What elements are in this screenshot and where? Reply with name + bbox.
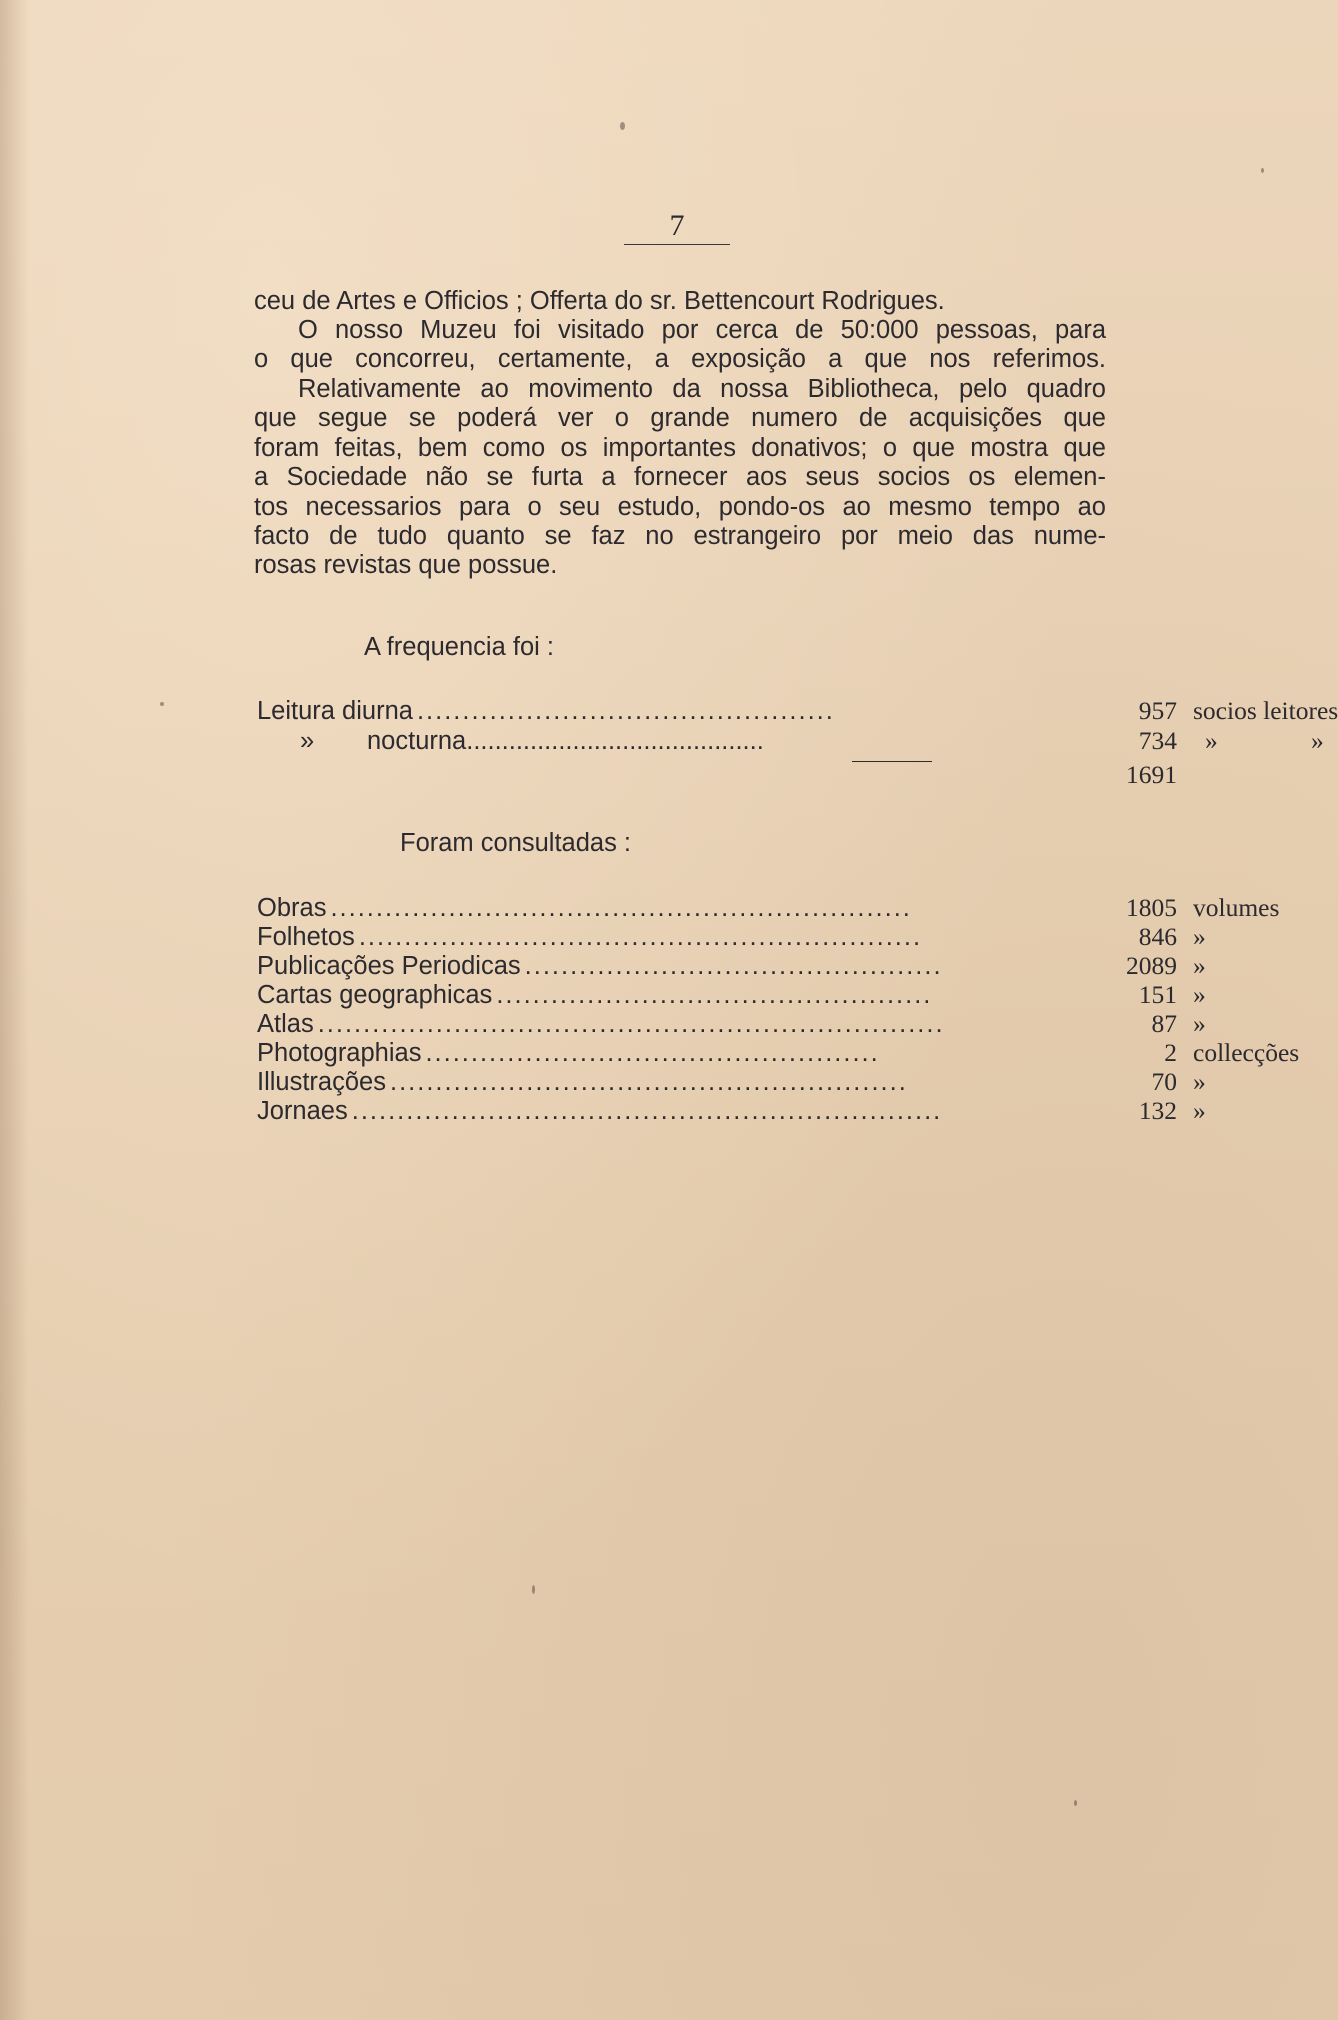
row-label: nocturna.......................................... bbox=[367, 727, 764, 755]
total-value: 1691 bbox=[1126, 760, 1177, 789]
paper-speck bbox=[160, 702, 164, 706]
row-unit: » bbox=[1193, 980, 1206, 1009]
row-value: 70 bbox=[1151, 1067, 1177, 1096]
row-label: Leitura diurna .............................................. bbox=[257, 697, 835, 725]
row-unit: collecções bbox=[1193, 1038, 1300, 1067]
ditto-mark: » bbox=[300, 727, 315, 755]
row-value: 2 bbox=[1164, 1038, 1177, 1067]
row-unit: » bbox=[1193, 1067, 1206, 1096]
text-line: facto de tudo quanto se faz no estrangeiro por meio das nume- bbox=[254, 522, 1106, 551]
page-number: 7 bbox=[624, 208, 730, 245]
row-unit: socios leitores bbox=[1193, 696, 1338, 725]
ditto-mark: » bbox=[1311, 726, 1324, 755]
row-value: 87 bbox=[1151, 1009, 1177, 1038]
text-line: que segue se poderá ver o grande numero de acquisições que bbox=[254, 404, 1106, 433]
row-value: 151 bbox=[1138, 980, 1177, 1009]
row-label: Illustrações ......................................................... bbox=[257, 1068, 908, 1096]
row-value: 132 bbox=[1138, 1096, 1177, 1125]
text-line: O nosso Muzeu foi visitado por cerca de 50:000 pessoas, para bbox=[298, 316, 1106, 344]
text-line: tos necessarios para o seu estudo, pondo-os ao mesmo tempo ao bbox=[254, 492, 1106, 521]
row-label: Photographias .................................................. bbox=[257, 1039, 880, 1067]
row-unit: » bbox=[1193, 1096, 1206, 1125]
text-line: o que concorreu, certamente, a exposição a que nos referimos. bbox=[254, 345, 1106, 374]
row-label: Folhetos .............................................................. bbox=[257, 923, 923, 951]
row-unit: » bbox=[1193, 1009, 1206, 1038]
row-value: 957 bbox=[1138, 696, 1177, 725]
row-value: 846 bbox=[1138, 922, 1177, 951]
row-value: 2089 bbox=[1126, 951, 1177, 980]
text-line: Relativamente ao movimento da nossa Bibliotheca, pelo quadro bbox=[298, 375, 1106, 403]
sum-rule bbox=[852, 761, 932, 762]
text-line: a Sociedade não se furta a fornecer aos seus socios os elemen- bbox=[254, 463, 1106, 492]
row-value: 1805 bbox=[1126, 893, 1177, 922]
text-line: ceu de Artes e Officios ; Offerta do sr. Bettencourt Rodrigues. bbox=[254, 287, 945, 315]
text-line: foram feitas, bem como os importantes donativos; o que mostra que bbox=[254, 433, 1106, 462]
row-label: Cartas geographicas ................................................ bbox=[257, 981, 933, 1009]
row-label: Publicações Periodicas .............................................. bbox=[257, 952, 943, 980]
page-fold-shadow bbox=[0, 0, 28, 2020]
paper-speck bbox=[1261, 168, 1264, 173]
paragraph-2 bbox=[254, 316, 1106, 375]
paper-speck bbox=[620, 122, 625, 130]
paper-speck bbox=[532, 1585, 535, 1594]
row-label: Jornaes ................................................................. bbox=[257, 1097, 943, 1125]
frequencia-heading: A frequencia foi : bbox=[364, 633, 554, 661]
row-label: Atlas ..................................................................... bbox=[257, 1010, 945, 1038]
row-unit: volumes bbox=[1193, 893, 1280, 922]
paper-speck bbox=[1074, 1800, 1077, 1806]
ditto-mark: » bbox=[1205, 726, 1218, 755]
row-value: 734 bbox=[1138, 726, 1177, 755]
consultadas-heading: Foram consultadas : bbox=[400, 829, 632, 857]
row-label: Obras ................................................................ bbox=[257, 894, 912, 922]
paragraph-3 bbox=[254, 375, 1106, 581]
row-unit: » bbox=[1193, 922, 1206, 951]
row-unit: » bbox=[1193, 951, 1206, 980]
paragraph-1 bbox=[254, 287, 1106, 316]
text-line: rosas revistas que possue. bbox=[254, 551, 558, 580]
